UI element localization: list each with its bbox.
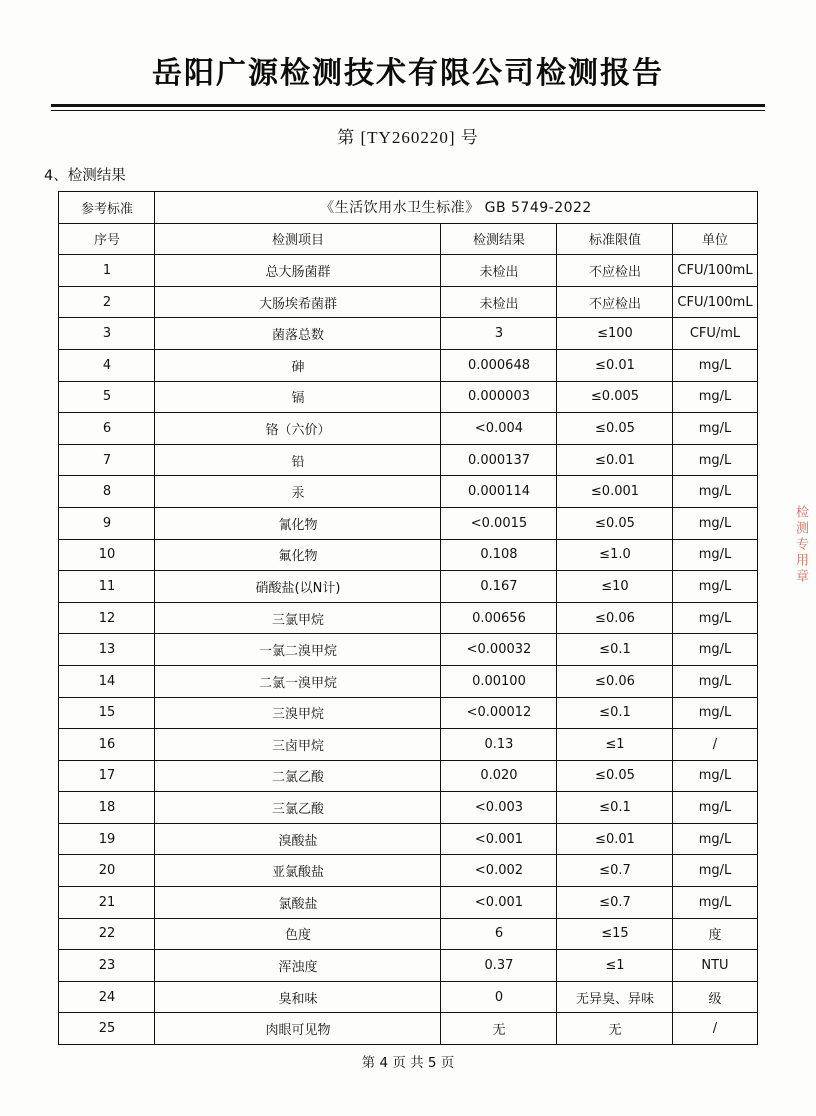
table-header-row <box>59 223 757 255</box>
red-stamp-mark: 检测专用章 <box>793 505 808 585</box>
cell-item: 肉眼可见物 <box>155 1013 441 1045</box>
cell-result: 0.00656 <box>441 602 557 634</box>
cell-item: 色度 <box>155 918 441 950</box>
cell-result: 0.37 <box>441 950 557 982</box>
cell-result: 0.020 <box>441 760 557 792</box>
cell-result: 0.13 <box>441 729 557 761</box>
table-row <box>59 697 757 729</box>
cell-unit: mg/L <box>673 539 757 571</box>
table-row <box>59 665 757 697</box>
cell-item: 亚氯酸盐 <box>155 855 441 887</box>
cell-item: 铅 <box>155 444 441 476</box>
table-row <box>59 918 757 950</box>
cell-limit: ≤1.0 <box>557 539 673 571</box>
cell-item: 氰化物 <box>155 507 441 539</box>
cell-result: 0.167 <box>441 571 557 603</box>
cell-item: 二氯一溴甲烷 <box>155 665 441 697</box>
standard-row <box>59 192 757 224</box>
cell-result: 0.000648 <box>441 349 557 381</box>
table-row <box>59 792 757 824</box>
cell-result: 0 <box>441 981 557 1013</box>
cell-limit: ≤15 <box>557 918 673 950</box>
table-row <box>59 255 757 287</box>
cell-result: <0.002 <box>441 855 557 887</box>
table-row <box>59 634 757 666</box>
cell-unit: mg/L <box>673 634 757 666</box>
cell-result: 0.00100 <box>441 665 557 697</box>
cell-item: 大肠埃希菌群 <box>155 286 441 318</box>
cell-result: 6 <box>441 918 557 950</box>
cell-limit: 无异臭、异味 <box>557 981 673 1013</box>
cell-unit: mg/L <box>673 413 757 445</box>
cell-limit: ≤0.005 <box>557 381 673 413</box>
cell-limit: ≤0.01 <box>557 444 673 476</box>
table-row <box>59 602 757 634</box>
cell-item: 砷 <box>155 349 441 381</box>
cell-item: 一氯二溴甲烷 <box>155 634 441 666</box>
cell-no: 5 <box>59 381 155 413</box>
cell-unit: mg/L <box>673 760 757 792</box>
column-header-limit: 标准限值 <box>557 223 673 255</box>
cell-limit: ≤1 <box>557 950 673 982</box>
page-footer: 第 4 页 共 5 页 <box>361 1055 455 1072</box>
cell-limit: 无 <box>557 1013 673 1045</box>
cell-unit: mg/L <box>673 444 757 476</box>
cell-no: 24 <box>59 981 155 1013</box>
cell-result: 0.108 <box>441 539 557 571</box>
cell-result: 0.000003 <box>441 381 557 413</box>
cell-no: 16 <box>59 729 155 761</box>
cell-limit: ≤0.7 <box>557 887 673 919</box>
results-table <box>58 191 757 1045</box>
cell-no: 2 <box>59 286 155 318</box>
cell-item: 三卤甲烷 <box>155 729 441 761</box>
cell-limit: ≤0.05 <box>557 413 673 445</box>
cell-limit: ≤0.001 <box>557 476 673 508</box>
cell-unit: mg/L <box>673 665 757 697</box>
cell-no: 6 <box>59 413 155 445</box>
cell-limit: ≤0.01 <box>557 823 673 855</box>
cell-no: 1 <box>59 255 155 287</box>
cell-item: 三溴甲烷 <box>155 697 441 729</box>
cell-item: 镉 <box>155 381 441 413</box>
cell-result: 未检出 <box>441 255 557 287</box>
cell-unit: mg/L <box>673 697 757 729</box>
table-row <box>59 476 757 508</box>
table-row <box>59 571 757 603</box>
cell-limit: ≤0.06 <box>557 665 673 697</box>
cell-unit: 级 <box>673 981 757 1013</box>
cell-result: <0.004 <box>441 413 557 445</box>
cell-no: 9 <box>59 507 155 539</box>
cell-result: <0.00032 <box>441 634 557 666</box>
column-header-item: 检测项目 <box>155 223 441 255</box>
cell-limit: ≤0.06 <box>557 602 673 634</box>
cell-no: 21 <box>59 887 155 919</box>
cell-unit: mg/L <box>673 855 757 887</box>
cell-unit: mg/L <box>673 476 757 508</box>
cell-limit: ≤0.1 <box>557 792 673 824</box>
cell-unit: CFU/100mL <box>673 255 757 287</box>
cell-result: 0.000137 <box>441 444 557 476</box>
table-row <box>59 349 757 381</box>
cell-item: 臭和味 <box>155 981 441 1013</box>
cell-item: 浑浊度 <box>155 950 441 982</box>
cell-unit: / <box>673 1013 757 1045</box>
cell-no: 11 <box>59 571 155 603</box>
cell-unit: mg/L <box>673 602 757 634</box>
table-row <box>59 286 757 318</box>
cell-item: 氟化物 <box>155 539 441 571</box>
cell-unit: mg/L <box>673 823 757 855</box>
table-row <box>59 318 757 350</box>
table-row <box>59 1013 757 1045</box>
cell-no: 13 <box>59 634 155 666</box>
cell-result: <0.003 <box>441 792 557 824</box>
cell-result: <0.001 <box>441 887 557 919</box>
table-row <box>59 760 757 792</box>
cell-limit: ≤0.1 <box>557 697 673 729</box>
cell-limit: ≤0.1 <box>557 634 673 666</box>
cell-unit: CFU/100mL <box>673 286 757 318</box>
cell-unit: mg/L <box>673 507 757 539</box>
title-divider <box>51 104 765 111</box>
column-header-result: 检测结果 <box>441 223 557 255</box>
cell-limit: 不应检出 <box>557 286 673 318</box>
table-row <box>59 855 757 887</box>
column-header-unit: 单位 <box>673 223 757 255</box>
cell-no: 10 <box>59 539 155 571</box>
cell-no: 7 <box>59 444 155 476</box>
cell-result: <0.00012 <box>441 697 557 729</box>
table-row <box>59 539 757 571</box>
table-row <box>59 981 757 1013</box>
cell-no: 20 <box>59 855 155 887</box>
cell-limit: ≤1 <box>557 729 673 761</box>
cell-item: 二氯乙酸 <box>155 760 441 792</box>
table-row <box>59 823 757 855</box>
cell-result: <0.0015 <box>441 507 557 539</box>
cell-item: 菌落总数 <box>155 318 441 350</box>
cell-no: 18 <box>59 792 155 824</box>
cell-limit: ≤0.05 <box>557 760 673 792</box>
table-row <box>59 950 757 982</box>
cell-no: 14 <box>59 665 155 697</box>
cell-limit: ≤100 <box>557 318 673 350</box>
table-row <box>59 887 757 919</box>
cell-item: 铬（六价） <box>155 413 441 445</box>
table-row <box>59 413 757 445</box>
cell-no: 19 <box>59 823 155 855</box>
standard-value: 《生活饮用水卫生标准》 GB 5749-2022 <box>155 192 757 224</box>
standard-label: 参考标准 <box>59 192 155 224</box>
report-number: 第 [TY260220] 号 <box>337 128 479 147</box>
section-heading: 4、检测结果 <box>44 168 126 184</box>
cell-result: 0.000114 <box>441 476 557 508</box>
cell-unit: 度 <box>673 918 757 950</box>
cell-no: 25 <box>59 1013 155 1045</box>
cell-item: 硝酸盐(以N计) <box>155 571 441 603</box>
cell-result: 无 <box>441 1013 557 1045</box>
page-title: 岳阳广源检测技术有限公司检测报告 <box>152 56 664 91</box>
cell-no: 12 <box>59 602 155 634</box>
cell-item: 溴酸盐 <box>155 823 441 855</box>
cell-no: 8 <box>59 476 155 508</box>
cell-limit: ≤0.01 <box>557 349 673 381</box>
cell-unit: mg/L <box>673 381 757 413</box>
table-row <box>59 507 757 539</box>
cell-limit: ≤0.7 <box>557 855 673 887</box>
cell-result: 未检出 <box>441 286 557 318</box>
table-row <box>59 444 757 476</box>
cell-item: 三氯乙酸 <box>155 792 441 824</box>
table-row <box>59 381 757 413</box>
cell-item: 氯酸盐 <box>155 887 441 919</box>
cell-no: 15 <box>59 697 155 729</box>
cell-result: 3 <box>441 318 557 350</box>
cell-no: 23 <box>59 950 155 982</box>
cell-no: 3 <box>59 318 155 350</box>
cell-unit: / <box>673 729 757 761</box>
cell-limit: 不应检出 <box>557 255 673 287</box>
cell-limit: ≤0.05 <box>557 507 673 539</box>
cell-item: 汞 <box>155 476 441 508</box>
cell-no: 17 <box>59 760 155 792</box>
cell-no: 4 <box>59 349 155 381</box>
cell-unit: mg/L <box>673 792 757 824</box>
cell-unit: mg/L <box>673 349 757 381</box>
column-header-no: 序号 <box>59 223 155 255</box>
cell-limit: ≤10 <box>557 571 673 603</box>
cell-unit: mg/L <box>673 571 757 603</box>
cell-unit: NTU <box>673 950 757 982</box>
table-row <box>59 729 757 761</box>
cell-result: <0.001 <box>441 823 557 855</box>
cell-item: 总大肠菌群 <box>155 255 441 287</box>
cell-unit: CFU/mL <box>673 318 757 350</box>
cell-no: 22 <box>59 918 155 950</box>
cell-unit: mg/L <box>673 887 757 919</box>
cell-item: 三氯甲烷 <box>155 602 441 634</box>
